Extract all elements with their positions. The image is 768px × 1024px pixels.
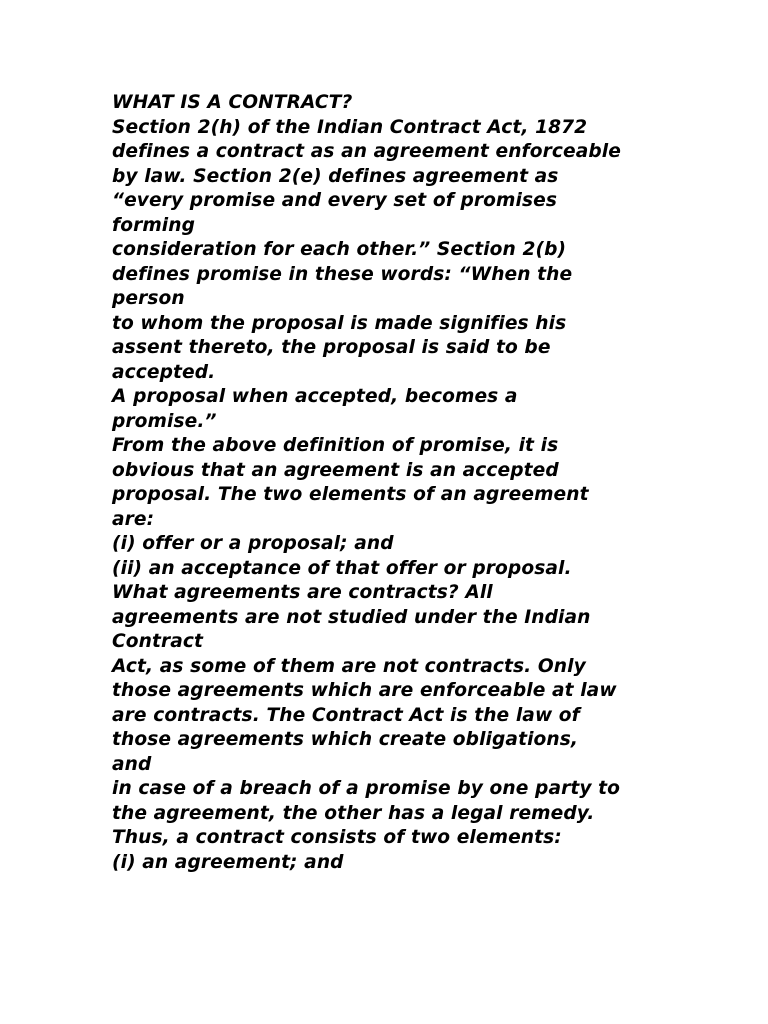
text-line: proposal. The two elements of an agreement	[112, 484, 589, 505]
text-line: promise.”	[112, 410, 217, 432]
text-line: “every promise and every set of promises	[112, 190, 558, 211]
text-line: person	[112, 288, 185, 309]
text-line: Contract	[112, 631, 203, 652]
document-body	[112, 91, 692, 875]
list-item-agreement: (i) an agreement; and	[112, 851, 344, 873]
text-line: assent thereto, the proposal is said to be	[112, 337, 551, 358]
text-line: accepted.	[112, 361, 216, 383]
text-line: defines promise in these words: “When the	[112, 263, 573, 285]
text-line: Act, as some of them are not contracts. Only	[112, 655, 586, 677]
text-line: those agreements which are enforceable at law	[112, 680, 617, 701]
text-line: agreements are not studied under the Indian	[112, 606, 591, 628]
text-line: Thus, a contract consists of two elements:	[112, 827, 562, 848]
text-line: in case of a breach of a promise by one party to	[112, 778, 621, 799]
text-line: A proposal when accepted, becomes a	[112, 386, 518, 407]
text-line: by law. Section 2(e) defines agreement as	[112, 165, 559, 187]
text-line: are:	[112, 508, 155, 530]
text-line: forming	[112, 214, 196, 236]
text-line: the agreement, the other has a legal remedy.	[112, 802, 595, 824]
list-item-acceptance: (ii) an acceptance of that offer or proposal.	[112, 557, 572, 579]
text-line: Section 2(h) of the Indian Contract Act, 1872	[112, 116, 588, 138]
list-item-offer: (i) offer or a proposal; and	[112, 533, 394, 554]
text-line: are contracts. The Contract Act is the law of	[112, 704, 580, 726]
text-line: consideration for each other.” Section 2(b)	[112, 239, 567, 260]
text-line: obvious that an agreement is an accepted	[112, 459, 559, 481]
text-line: and	[112, 753, 152, 775]
text-line: From the above definition of promise, it is	[112, 435, 559, 456]
text-line: defines a contract as an agreement enforceable	[112, 141, 621, 162]
text-line: those agreements which create obligations,	[112, 729, 579, 750]
heading-what-is-a-contract: WHAT IS A CONTRACT?	[112, 92, 353, 113]
text-line: to whom the proposal is made signifies his	[112, 312, 567, 334]
text-line: What agreements are contracts? All	[112, 582, 493, 603]
